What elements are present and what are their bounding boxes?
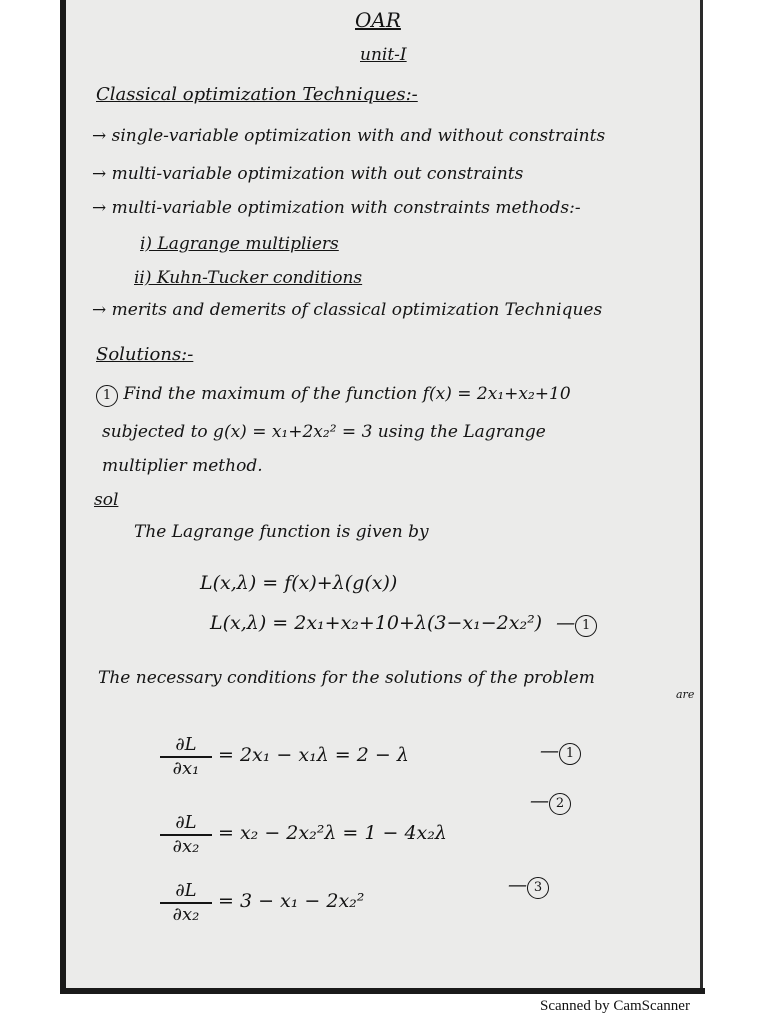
section-heading: Classical optimization Techniques:- [96, 84, 418, 105]
topic-item: → multi-variable optimization with out constraints [92, 164, 524, 184]
derivative-equation: = 3 − x₁ − 2x₂² [218, 890, 365, 912]
topic-subitem: i) Lagrange multipliers [140, 234, 339, 254]
page-left-edge [60, 0, 66, 992]
fraction-numerator: ∂L [175, 734, 197, 755]
problem-number-badge: 1 [96, 385, 118, 407]
lagrange-intro: The Lagrange function is given by [134, 522, 429, 542]
derivative-equation: = 2x₁ − x₁λ = 2 − λ [218, 744, 409, 766]
lagrange-equation-specific: L(x,λ) = 2x₁+x₂+10+λ(3−x₁−2x₂²) — 1 [210, 612, 597, 637]
equation-tag: 1 [559, 743, 581, 765]
derivative-fraction [160, 812, 212, 858]
fraction-numerator: ∂L [175, 880, 197, 901]
fraction-denominator: ∂x₂ [172, 836, 200, 857]
page-bottom-edge [60, 988, 705, 994]
derivative-equation: = x₂ − 2x₂²λ = 1 − 4x₂λ [218, 822, 447, 844]
solution-label: sol [94, 490, 119, 510]
page-right-edge [700, 0, 703, 992]
problem-text: Find the maximum of the function f(x) = 2x₁+x₂+10 [123, 384, 571, 404]
problem-line [96, 384, 571, 407]
equation-tag-row: — 2 [530, 790, 571, 815]
scanner-watermark: Scanned by CamScanner [540, 998, 690, 1014]
lagrange-equation: L(x,λ) = f(x)+λ(g(x)) [200, 572, 398, 594]
equation-tag: 2 [549, 793, 571, 815]
topic-item: → single-variable optimization with and without constraints [92, 126, 606, 146]
unit-label: unit-I [360, 45, 407, 65]
equation-tag: 3 [527, 877, 549, 899]
necessary-conditions-tail: are [676, 688, 695, 701]
equation-tag: 1 [575, 615, 597, 637]
problem-line: multiplier method. [102, 456, 263, 476]
necessary-conditions-text: The necessary conditions for the solutions of the problem [98, 668, 595, 688]
topic-subitem: ii) Kuhn-Tucker conditions [134, 268, 363, 288]
equation-tag-row: — 1 [540, 740, 581, 765]
problem-line: subjected to g(x) = x₁+2x₂² = 3 using the Lagrange [102, 422, 546, 442]
topic-item: → merits and demerits of classical optimization Techniques [92, 300, 603, 320]
equation-tag-row: — 3 [508, 874, 549, 899]
fraction-denominator: ∂x₁ [172, 758, 200, 779]
topic-item: → multi-variable optimization with constraints methods:- [92, 198, 581, 218]
solutions-heading: Solutions:- [96, 344, 194, 365]
fraction-numerator: ∂L [175, 812, 197, 833]
page-title: OAR [355, 8, 401, 32]
derivative-fraction [160, 734, 212, 780]
scan-margin [0, 0, 62, 1000]
fraction-denominator: ∂x₂ [172, 904, 200, 925]
equation-text: L(x,λ) = 2x₁+x₂+10+λ(3−x₁−2x₂²) [210, 612, 543, 634]
derivative-fraction [160, 880, 212, 926]
